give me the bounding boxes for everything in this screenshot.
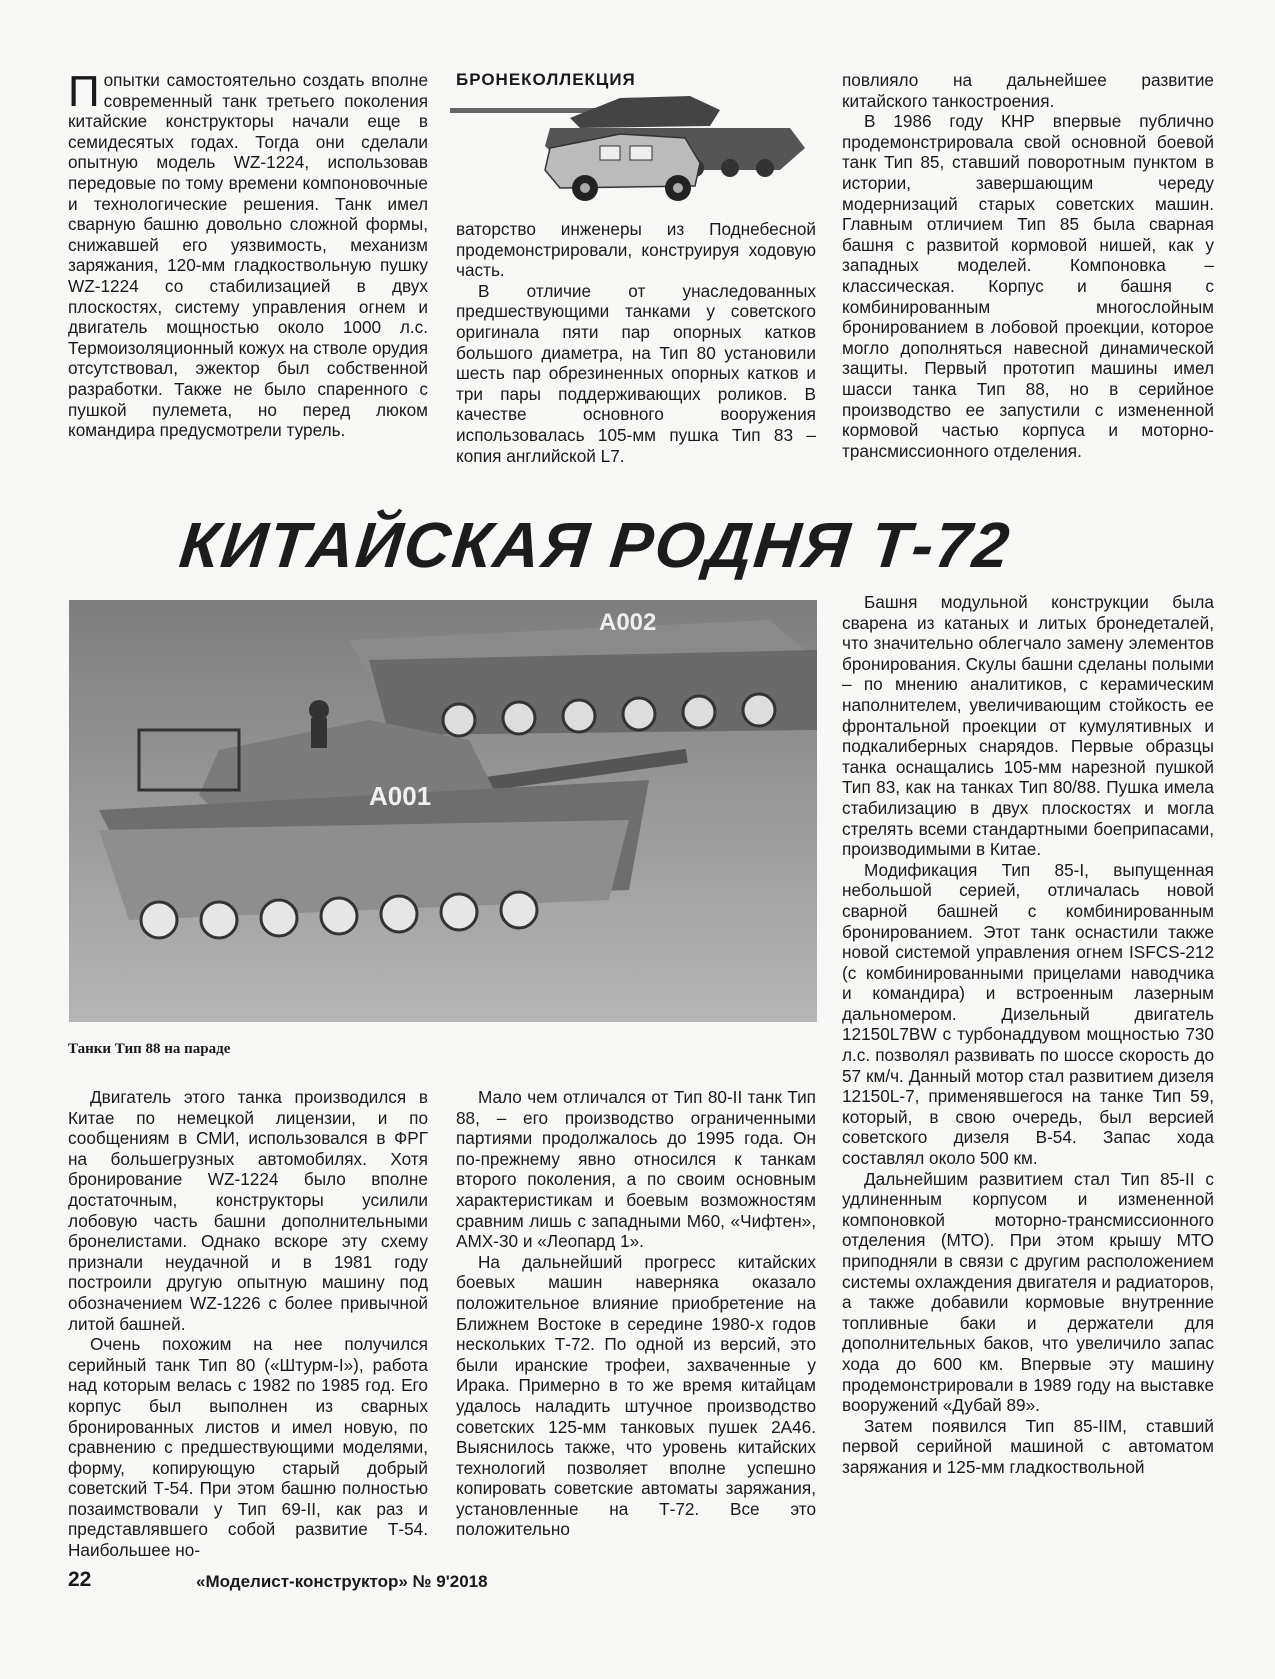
column-4 — [68, 1087, 428, 1561]
paragraph: На дальнейший прогресс китайских боевых машин наверняка оказало положительное влияние приобретение на Ближнем Востоке в середине 1980-х годов нескольких Т-72. По одной из версий, это были иранские трофеи, захваченные у Ирака. Примерно в то же время китайцам удалось наладить штучное производство советских 125-мм танковых пушек 2А46. Выяснилось также, что уровень китайских технологий позволяет вполне успешно копировать советские автоматы заряжания, установленные на Т-72. Все это положительно — [456, 1251, 816, 1540]
column-1 — [68, 67, 428, 441]
tank-silhouette-icon — [450, 88, 810, 206]
front-tank-marking: A001 — [369, 781, 432, 811]
paragraph: Башня модульной конструкции была сварена из катаных и литых бронедеталей, что значительно облегчало замену элементов бронирования. Скулы башни сделаны полыми – по мнению аналитиков, с керамическим наполнителем, увеличивающим стойкость ее фронтальной проекции от кумулятивных и подкалиберных снарядов. Первые образцы танка оснащались 105-мм нарезной пушкой Тип 83, как на танках Тип 80/88. Пушка имела стабилизацию в двух плоскостях и могла стрелять всеми стандартными боеприпасами, производимыми в Китае. — [842, 592, 1214, 860]
tank-photo-illustration — [69, 600, 817, 1022]
paragraph: В 1986 году КНР впервые публично продемонстрировала свой основной боевой танк Тип 85, ставший поворотным пунктом в истории, завершающим череду модернизаций старых советских машин. Главным отличием Тип 85 была сварная башня с развитой кормовой нишей, как у западных моделей. Компоновка – классическая. Корпус и башня с комбинированным многослойным бронированием в лобовой проекции, которое могло дополняться навесной динамической защиты. Первый прототип машины имел шасси танка Тип 88, но в серийное производство ее запустили с измененной кормовой частью корпуса и моторно-трансмиссионного отделения. — [842, 111, 1214, 461]
paragraph: Мало чем отличался от Тип 80-II танк Тип 88, – его производство ограниченными партиями продолжалось до 1995 года. Он по-прежнему явно относился к танкам второго поколения, а по своим основным характеристикам и боевым возможностям сравним лишь с западными М60, «Чифтен», АМХ-30 и «Леопард 1». — [456, 1087, 816, 1252]
paragraph: Попытки самостоятельно создать вполне современный танк третьего поколения китайские конструкторы начали еще в семидесятых годах. Тогда они сделали опытную модель WZ-1224, использовав передовые по тому времени компоновочные и технологические решения. Танк имел сварную башню довольно сложной формы, снижавшей его уязвимость, механизм заряжания, 120-мм гладкоствольную пушку WZ-1224 со стабилизацией в двух плоскостях, систему управления огнем и двигатель мощностью около 1000 л.с. Термоизоляционный кожух на стволе орудия отсутствовал, эжектор был собственной разработки. Также не было спаренного с пушкой пулемета, но перед люком командира предусмотрели турель. — [68, 67, 428, 441]
tank-photo — [69, 600, 817, 1022]
column-2 — [456, 219, 816, 466]
paragraph: повлияло на дальнейшее развитие китайского танкостроения. — [842, 70, 1214, 111]
column-3 — [842, 70, 1214, 461]
paragraph: Модификация Тип 85-I, выпущенная небольшой серией, отличалась новой сварной башней с комбинированным бронированием. Этот танк оснастили также новой системой управления огнем ISFCS-212 (с комбинированными прицелами наводчика и командира) и встроенным лазерным дальномером. Дизельный двигатель 12150L7BW с турбонаддувом мощностью 730 л.с. позволял развивать по шоссе скорость до 57 км/ч. Данный мотор стал развитием дизеля 12150L-7, применявшегося на танке Тип 59, который, в свою очередь, был версией советского дизеля В-54. Запас хода составлял около 500 км. — [842, 859, 1214, 1169]
article-headline: КИТАЙСКАЯ РОДНЯ Т-72 — [176, 509, 1015, 581]
paragraph: Очень похожим на нее получился серийный танк Тип 80 («Штурм-I»), работа над которым велась с 1982 по 1985 год. Его корпус был выполнен из сварных бронированных листов и имел новую, по сравнению с предшествующими моделями, форму, копирующую старый добрый советский Т-54. При этом башню полностью позаимствовали у Тип 69-II, как раз и представлявшего собой развитие Т-54. Наибольшее но- — [68, 1334, 428, 1561]
column-5 — [456, 1087, 816, 1540]
photo-caption: Танки Тип 88 на параде — [68, 1041, 231, 1057]
section-label: БРОНЕКОЛЛЕКЦИЯ — [456, 70, 636, 89]
paragraph: ваторство инженеры из Поднебесной продемонстрировали, конструируя ходовую часть. — [456, 219, 816, 281]
page-number: 22 — [68, 1568, 92, 1591]
paragraph: Дальнейшим развитием стал Тип 85-II с удлиненным корпусом и измененной компоновкой моторно-трансмиссионного отделения (МТО). При этом крышу МТО приподняли в связи с другим расположением системы охлаждения двигателя и радиаторов, а также добавили кормовые внутренние топливные баки и держатели для дополнительных баков, что увеличило запас хода до 600 км. Впервые эту машину продемонстрировали в 1989 году на выставке вооружений «Дубай 89». — [842, 1168, 1214, 1416]
paragraph: Двигатель этого танка производился в Китае по немецкой лицензии, и по сообщениям в СМИ, использовался в ФРГ на большегрузных автомобилях. Хотя бронирование WZ-1224 было вполне достаточным, конструкторы усилили лобовую часть башни дополнительными бронелистами. Однако вскоре эту схему признали неудачной и в 1981 году построили другую опытную машину под обозначением WZ-1226 с более привычной литой башней. — [68, 1087, 428, 1334]
drop-cap: П — [68, 67, 100, 116]
rear-tank-marking: A002 — [599, 609, 657, 636]
magazine-title: «Моделист-конструктор» № 9'2018 — [196, 1572, 488, 1591]
paragraph: В отличие от унаследованных предшествующими танками у советского оригинала пяти пар опорных катков большого диаметра, на Тип 80 установили шесть пар обрезиненных опорных катков и три пары поддерживающих роликов. В качестве основного вооружения использовалась 105-мм пушка Тип 83 – копия английской L7. — [456, 280, 816, 466]
column-6 — [842, 592, 1214, 1478]
paragraph: Затем появился Тип 85-IIМ, ставший первой серийной машиной с автоматом заряжания и 125-мм гладкоствольной — [842, 1415, 1214, 1477]
